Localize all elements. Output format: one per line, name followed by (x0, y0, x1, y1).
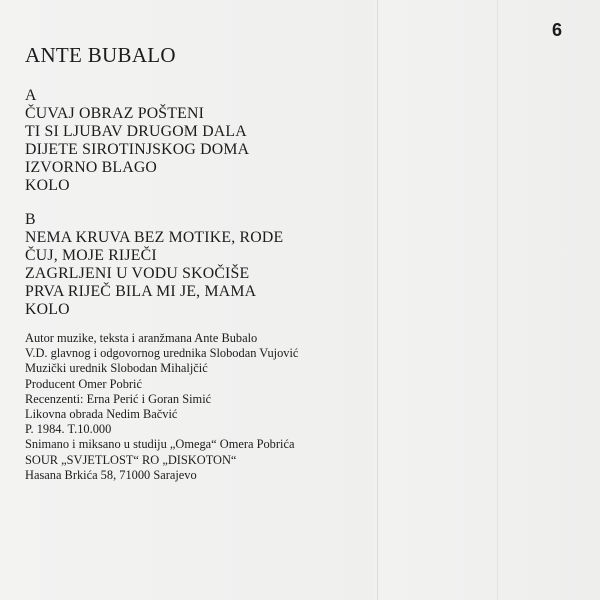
side-b-label: B (25, 211, 36, 228)
credit-line: V.D. glavnog i odgovornog urednika Slobodan Vujović (25, 346, 299, 361)
track-title: KOLO (25, 177, 70, 194)
page-number: 9 (552, 19, 563, 39)
track-title: ZAGRLJENI U VODU SKOČIŠE (25, 265, 250, 282)
credit-line: Snimano i miksano u studiju „Omega“ Omera Pobrića (25, 437, 295, 452)
track-title: KOLO (25, 301, 70, 318)
fold-line-secondary (497, 0, 498, 600)
credit-line: Hasana Brkića 58, 71000 Sarajevo (25, 467, 197, 482)
track-title: ČUJ, MOJE RIJEČI (25, 247, 157, 264)
track-title: NEMA KRUVA BEZ MOTIKE, RODE (25, 229, 284, 246)
credit-line: Muzički urednik Slobodan Mihaljčić (25, 361, 208, 376)
side-a-label: A (25, 87, 37, 104)
track-title: DIJETE SIROTINJSKOG DOMA (25, 141, 250, 158)
credit-line: Likovna obrada Nedim Bačvić (25, 407, 178, 422)
credit-line: P. 1984. T.10.000 (25, 422, 112, 437)
side-a-tracklist (25, 87, 249, 195)
credits-block (25, 331, 298, 483)
credit-line: Producent Omer Pobrić (25, 376, 142, 391)
credit-line: Recenzenti: Erna Perić i Goran Simić (25, 391, 212, 406)
track-title: TI SI LJUBAV DRUGOM DALA (25, 123, 247, 140)
track-title: PRVA RIJEČ BILA MI JE, MAMA (25, 283, 257, 300)
track-title: ČUVAJ OBRAZ POŠTENI (25, 105, 205, 122)
credit-line: SOUR „SVJETLOST“ RO „DISKOTON“ (25, 452, 237, 467)
track-title: IZVORNO BLAGO (25, 159, 158, 176)
fold-line (377, 0, 378, 600)
artist-name: ANTE BUBALO (25, 43, 176, 67)
credit-line: Autor muzike, teksta i aranžmana Ante Bubalo (25, 331, 258, 345)
side-b-tracklist (25, 211, 283, 319)
